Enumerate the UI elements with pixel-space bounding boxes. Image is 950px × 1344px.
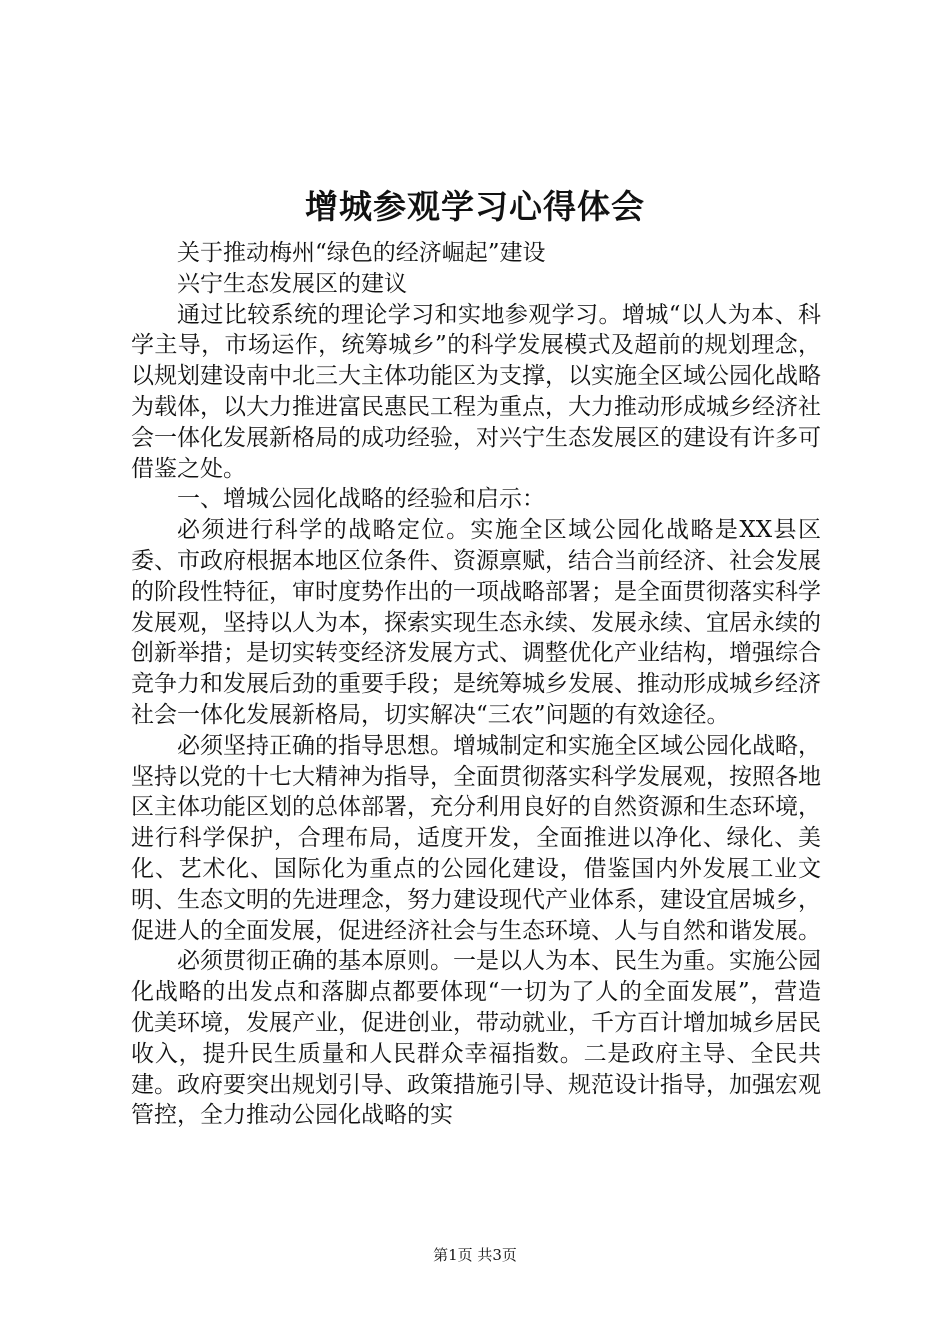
- document-title: 增城参观学习心得体会: [305, 187, 645, 226]
- body-paragraph: 关于推动梅州“绿色的经济崛起”建设: [177, 240, 546, 266]
- body-paragraph: 必须贯彻正确的基本原则。一是以人为本、民生为重。实施公园化战略的出发点和落脚点都要体现“一切为了人的全面发展”，营造优美环境，发展产业，促进创业，带动就业，千方百计增加城乡居民收入，提升民生质量和人民群众幸福指数。二是政府主导、全民共建。政府要突出规划引导、政策措施引导、规范设计指导，加强宏观管控，全力推动公园化战略的实: [131, 948, 821, 1129]
- page-number-footer: 第1页 共3页: [433, 1246, 517, 1264]
- document-body: [131, 238, 821, 1131]
- body-paragraph: 兴宁生态发展区的建议: [177, 270, 407, 297]
- body-paragraph: 通过比较系统的理论学习和实地参观学习。增城“以人为本、科学主导，市场运作，统筹城乡”的科学发展模式及超前的规划理念，以规划建设南中北三大主体功能区为支撑，以实施全区域公园化战略为载体，以大力推进富民惠民工程为重点，大力推动形成城乡经济社会一体化发展新格局的成功经验，对兴宁生态发展区的建设有许多可借鉴之处。: [131, 301, 821, 482]
- body-paragraph: 必须进行科学的战略定位。实施全区域公园化战略是XX县区委、市政府根据本地区位条件、资源禀赋，结合当前经济、社会发展的阶段性特征，审时度势作出的一项战略部署；是全面贯彻落实科学发展观，坚持以人为本，探索实现生态永续、发展永续、宜居永续的创新举措；是切实转变经济发展方式、调整优化产业结构，增强综合竞争力和发展后劲的重要手段；是统筹城乡发展、推动形成城乡经济社会一体化发展新格局，切实解决“三农”问题的有效途径。: [131, 517, 821, 728]
- body-paragraph: 必须坚持正确的指导思想。增城制定和实施全区域公园化战略，坚持以党的十七大精神为指导，全面贯彻落实科学发展观，按照各地区主体功能区划的总体部署，充分利用良好的自然资源和生态环境，进行科学保护，合理布局，适度开发，全面推进以净化、绿化、美化、艺术化、国际化为重点的公园化建设，借鉴国内外发展工业文明、生态文明的先进理念，努力建设现代产业体系，建设宜居城乡，促进人的全面发展，促进经济社会与生态环境、人与自然和谐发展。: [131, 732, 821, 944]
- section-heading: 一、增城公园化战略的经验和启示：: [177, 486, 545, 513]
